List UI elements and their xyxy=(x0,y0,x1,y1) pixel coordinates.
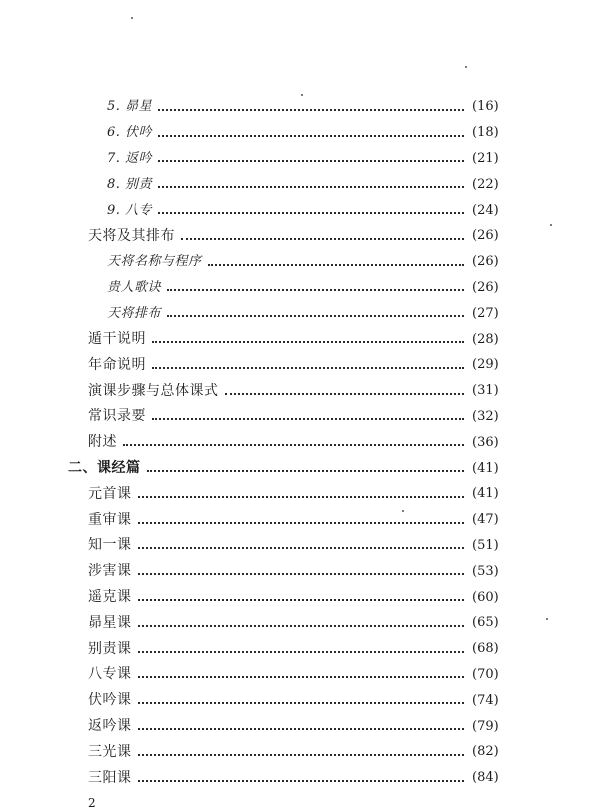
toc-entry-title: 天将名称与程序 xyxy=(107,254,202,270)
toc-entry-page: (26) xyxy=(472,279,499,295)
toc-entry-page: (26) xyxy=(472,228,499,244)
toc-entry xyxy=(0,352,524,378)
toc-entry xyxy=(0,765,524,791)
toc-entry-title: 涉害课 xyxy=(88,563,132,580)
toc-entry xyxy=(0,171,524,197)
dot-leader xyxy=(138,496,465,498)
toc-entry-title: 遁干说明 xyxy=(88,331,146,348)
toc-entry-title: 5. 昴星 xyxy=(107,99,153,115)
toc-entry-page: (21) xyxy=(472,150,499,166)
toc-entry xyxy=(0,197,524,223)
toc-entry-page: (41) xyxy=(472,460,499,476)
dot-leader xyxy=(138,599,465,601)
toc-entry-page: (41) xyxy=(472,486,499,502)
dot-leader xyxy=(138,625,465,627)
toc-entry-page: (53) xyxy=(472,563,499,579)
toc-entry-page: (27) xyxy=(472,305,499,321)
toc-entry xyxy=(0,249,524,275)
dot-leader xyxy=(181,238,464,240)
toc-entry-title: 元首课 xyxy=(88,485,132,502)
toc-entry xyxy=(0,662,524,688)
toc-entry-page: (74) xyxy=(472,692,499,708)
scan-speck xyxy=(465,66,467,68)
dot-leader xyxy=(138,728,465,730)
toc-entry-page: (84) xyxy=(472,770,499,786)
toc-entry xyxy=(0,533,524,559)
toc-entry xyxy=(0,120,524,146)
scan-speck xyxy=(131,17,133,19)
toc-entry xyxy=(0,94,524,120)
toc-entry-title: 返吟课 xyxy=(88,718,132,735)
dot-leader xyxy=(138,651,465,653)
toc-entry xyxy=(0,687,524,713)
toc-entry-page: (32) xyxy=(472,408,499,424)
dot-leader xyxy=(167,315,464,317)
toc-entry-title: 伏吟课 xyxy=(88,692,132,709)
dot-leader xyxy=(123,444,464,446)
toc-entry xyxy=(0,275,524,301)
toc-entry-page: (16) xyxy=(472,99,499,115)
toc-entry-page: (68) xyxy=(472,641,499,657)
toc-entry xyxy=(0,300,524,326)
dot-leader xyxy=(138,573,465,575)
toc-entry-title: 三光课 xyxy=(88,743,132,760)
dot-leader xyxy=(138,547,465,549)
dot-leader xyxy=(208,264,464,266)
dot-leader xyxy=(158,135,464,137)
toc-entry-title: 二、课经篇 xyxy=(68,460,141,477)
dot-leader xyxy=(152,367,464,369)
toc-entry xyxy=(0,610,524,636)
toc-entry-title: 遥克课 xyxy=(88,589,132,606)
dot-leader xyxy=(138,522,465,524)
toc-entry xyxy=(0,481,524,507)
toc-entry-page: (79) xyxy=(472,718,499,734)
toc-entry-page: (60) xyxy=(472,589,499,605)
toc-entry-title: 八专课 xyxy=(88,666,132,683)
toc-entry-page: (82) xyxy=(472,744,499,760)
toc-entry xyxy=(0,404,524,430)
toc-entry-title: 演课步骤与总体课式 xyxy=(88,382,219,399)
toc-entry xyxy=(0,739,524,765)
dot-leader xyxy=(158,186,464,188)
toc-entry-page: (65) xyxy=(472,615,499,631)
toc-entry-title: 8. 别责 xyxy=(107,176,153,192)
toc-entry-title: 年命说明 xyxy=(88,356,146,373)
toc-entry xyxy=(0,146,524,172)
toc-entry-title: 三阳课 xyxy=(88,769,132,786)
toc-entry xyxy=(0,378,524,404)
dot-leader xyxy=(152,418,464,420)
toc-entry xyxy=(0,507,524,533)
toc-entry xyxy=(0,558,524,584)
toc-entry-page: (51) xyxy=(472,537,499,553)
dot-leader xyxy=(158,109,464,111)
toc-entry-title: 昴星课 xyxy=(88,614,132,631)
toc-entry-page: (31) xyxy=(472,383,499,399)
toc-entry-page: (29) xyxy=(472,357,499,373)
toc-entry-title: 别责课 xyxy=(88,640,132,657)
toc-entry xyxy=(0,326,524,352)
toc-entry-page: (36) xyxy=(472,434,499,450)
toc-entry xyxy=(0,223,524,249)
toc-entry-title: 天将排布 xyxy=(107,305,162,321)
toc-entry-title: 常识录要 xyxy=(88,408,146,425)
toc-entry-page: (47) xyxy=(472,512,499,528)
toc-entry-title: 贵人歌诀 xyxy=(107,279,162,295)
footer-page-number: 2 xyxy=(88,796,96,810)
toc-entry-title: 天将及其排布 xyxy=(88,227,175,244)
dot-leader xyxy=(138,676,465,678)
dot-leader xyxy=(167,289,464,291)
toc-entry-page: (26) xyxy=(472,254,499,270)
dot-leader xyxy=(138,780,465,782)
toc-entry-title: 附述 xyxy=(88,434,117,451)
toc-entry xyxy=(0,636,524,662)
toc-entry-title: 7. 返吟 xyxy=(107,150,153,166)
dot-leader xyxy=(138,702,465,704)
dot-leader xyxy=(138,754,465,756)
dot-leader xyxy=(147,470,465,472)
dot-leader xyxy=(225,393,465,395)
dot-leader xyxy=(158,212,464,214)
toc-entry-page: (18) xyxy=(472,125,499,141)
toc-entry-title: 知一课 xyxy=(88,537,132,554)
toc-entry-title: 9. 八专 xyxy=(107,202,153,218)
table-of-contents xyxy=(0,94,592,791)
toc-entry-page: (22) xyxy=(472,176,499,192)
toc-entry xyxy=(0,713,524,739)
toc-entry-title: 重审课 xyxy=(88,511,132,528)
toc-entry-title: 6. 伏吟 xyxy=(107,125,153,141)
toc-entry-page: (24) xyxy=(472,202,499,218)
toc-entry xyxy=(0,429,524,455)
dot-leader xyxy=(152,341,464,343)
toc-entry-page: (70) xyxy=(472,666,499,682)
toc-entry xyxy=(0,455,524,481)
dot-leader xyxy=(158,160,464,162)
toc-entry xyxy=(0,584,524,610)
toc-entry-page: (28) xyxy=(472,331,499,347)
